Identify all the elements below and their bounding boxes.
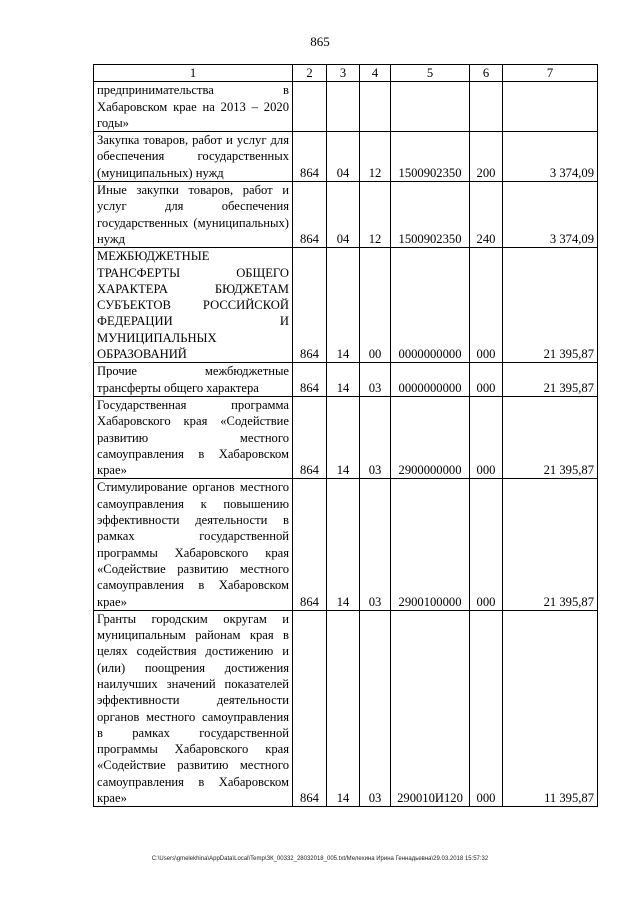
amount-cell: 21 395,87 [503,479,598,610]
budget-table [93,64,598,807]
amount-cell: 21 395,87 [503,363,598,397]
expense-type-code: 000 [470,479,503,610]
row-description: Иные закупки товаров, работ и услуг для обеспечения государственных (муниципальных) нужд [94,182,293,248]
file-path-footer: C:\Users\gmelekhina\AppData\Local\Temp\ЗК_00332_28032018_005.txt/Мелехина Ирина Геннадьевна\29.03.2018 15:57:32 [151,856,489,862]
target-article-code: 290010И120 [391,610,470,807]
column-header: 2 [293,65,327,82]
column-header-row [94,65,598,82]
target-article-code: 1500902350 [391,132,470,182]
table-row [94,248,598,363]
expense-type-code: 000 [470,610,503,807]
target-article-code: 0000000000 [391,363,470,397]
section-code: 04 [327,182,360,248]
subsection-code: 12 [360,182,391,248]
table-row [94,182,598,248]
ministry-code: 864 [293,396,327,478]
row-description: Прочие межбюджетные трансферты общего характера [94,363,293,397]
table-row [94,610,598,807]
table-row [94,132,598,182]
subsection-code: 03 [360,479,391,610]
column-header: 7 [503,65,598,82]
subsection-code: 12 [360,132,391,182]
column-header: 4 [360,65,391,82]
section-code: 14 [327,363,360,397]
section-code [327,82,360,132]
target-article-code: 2900000000 [391,396,470,478]
row-description: предпринимательства в Хабаровском крае на 2013 – 2020 годы» [94,82,293,132]
column-header: 3 [327,65,360,82]
row-description: Гранты городским округам и муниципальным районам края в целях содействия достижению и (или) поощрения достижения наилучших значений показателей эффективности деятельности органов местного самоуправления в рамках государственной программы Хабаровского края «Содействие развитию местного самоуправления в Хабаровском крае» [94,610,293,807]
amount-cell: 21 395,87 [503,248,598,363]
ministry-code: 864 [293,248,327,363]
table-row [94,479,598,610]
expense-type-code: 200 [470,132,503,182]
row-description: Стимулирование органов местного самоуправления к повышению эффективности деятельности в рамках государственной программы Хабаровского края «Содействие развитию местного самоуправления в Хабаровском крае» [94,479,293,610]
column-header: 6 [470,65,503,82]
section-code: 14 [327,610,360,807]
ministry-code: 864 [293,610,327,807]
amount-cell: 3 374,09 [503,132,598,182]
column-header: 5 [391,65,470,82]
subsection-code: 03 [360,610,391,807]
target-article-code: 0000000000 [391,248,470,363]
expense-type-code: 000 [470,248,503,363]
page-number: 865 [310,34,330,49]
target-article-code [391,82,470,132]
amount-cell: 3 374,09 [503,182,598,248]
column-header: 1 [94,65,293,82]
subsection-code: 03 [360,363,391,397]
subsection-code [360,82,391,132]
ministry-code: 864 [293,363,327,397]
table-row [94,396,598,478]
section-code: 14 [327,248,360,363]
expense-type-code: 000 [470,396,503,478]
table-row [94,82,598,132]
ministry-code: 864 [293,479,327,610]
amount-cell: 11 395,87 [503,610,598,807]
row-description: Закупка товаров, работ и услуг для обеспечения государственных (муниципальных) нужд [94,132,293,182]
amount-cell [503,82,598,132]
expense-type-code: 240 [470,182,503,248]
table-row [94,363,598,397]
section-code: 14 [327,479,360,610]
ministry-code: 864 [293,132,327,182]
target-article-code: 2900100000 [391,479,470,610]
ministry-code [293,82,327,132]
expense-type-code [470,82,503,132]
target-article-code: 1500902350 [391,182,470,248]
row-description: МЕЖБЮДЖЕТНЫЕ ТРАНСФЕРТЫ ОБЩЕГО ХАРАКТЕРА БЮДЖЕТАМ СУБЪЕКТОВ РОССИЙСКОЙ ФЕДЕРАЦИИ И МУНИЦИПАЛЬНЫХ ОБРАЗОВАНИЙ [94,248,293,363]
expense-type-code: 000 [470,363,503,397]
ministry-code: 864 [293,182,327,248]
row-description: Государственная программа Хабаровского края «Содействие развитию местного самоуправления в Хабаровском крае» [94,396,293,478]
section-code: 14 [327,396,360,478]
subsection-code: 03 [360,396,391,478]
section-code: 04 [327,132,360,182]
subsection-code: 00 [360,248,391,363]
amount-cell: 21 395,87 [503,396,598,478]
